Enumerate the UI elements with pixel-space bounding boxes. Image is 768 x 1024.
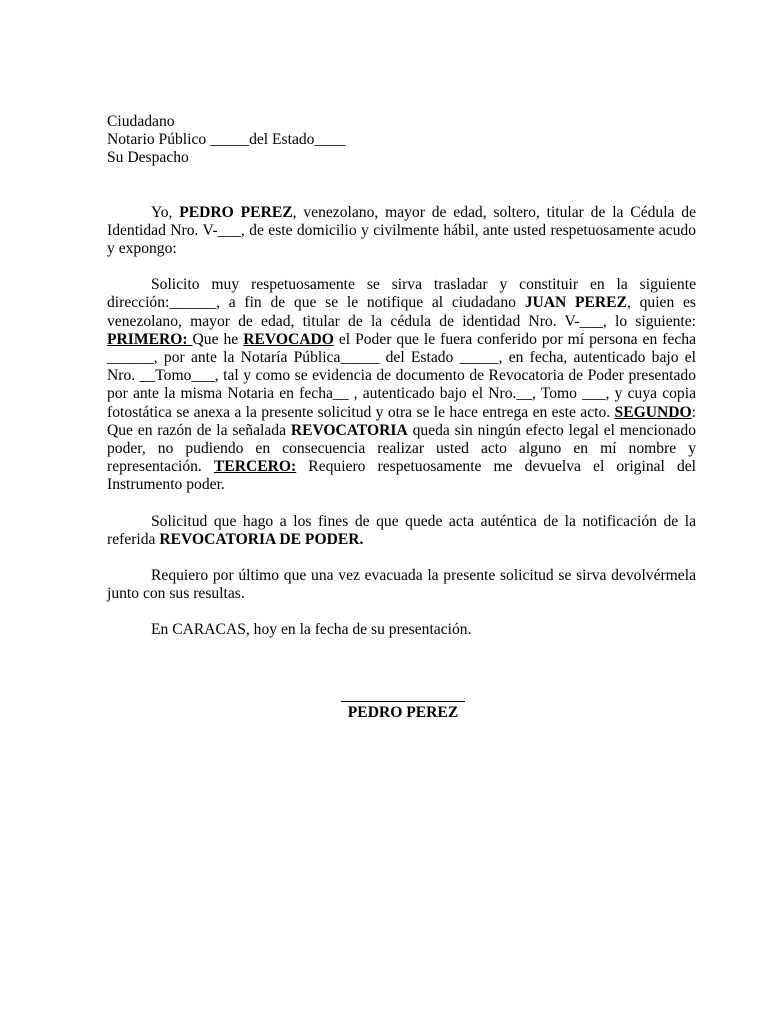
request-text-b: , quien es venezolano, mayor de edad, titular de la cédula de identidad Nro. V-___, lo siguiente: — [107, 294, 696, 330]
request-text-d: el Poder que le fuera conferido por mí persona en fecha ______, por ante la Notaría Pública_____ del Estado _____, en fecha, autenticado bajo el Nro. __Tomo___, tal y como se evidencia de documento de Revocatoria de Poder presentado por ante la misma Notaria en fecha__ , autenticado bajo el Nro.__, Tomo ___, y cuya copia fotostática se anexa a la presente solicitud y otra se le hace entrega en este acto. — [107, 330, 696, 421]
addressee-line-1: Ciudadano — [107, 113, 175, 130]
signature-block — [341, 683, 465, 722]
signer-name: PEDRO PEREZ — [347, 704, 459, 721]
spacer — [107, 495, 696, 513]
addressee-line-2: Notario Público _____del Estado____ — [107, 131, 346, 149]
intro-text-a: Yo, — [151, 203, 180, 221]
revocatoria-de-poder-label: REVOCATORIA DE PODER. — [159, 530, 364, 548]
document-body — [107, 113, 696, 640]
signature-line — [341, 683, 465, 702]
purpose-text: Solicitud que hago a los fines de que quede acta auténtica de la notificación de la referida — [107, 512, 696, 548]
revocatoria-label: REVOCATORIA — [290, 421, 408, 439]
request-text-a: Solicito muy respetuosamente se sirva trasladar y constituir en la siguiente dirección:______, a fin de que se le notifique al ciudadano — [107, 276, 696, 312]
request-text-e: : Que en razón de la señalada — [107, 403, 696, 439]
spacer — [107, 258, 696, 276]
request-text-c: Que he — [192, 330, 244, 348]
primero-label: PRIMERO: — [107, 330, 193, 348]
recipient-name: JUAN PEREZ — [524, 294, 627, 312]
request-text-g: Requiero respetuosamente me devuelva el original del Instrumento poder. — [107, 458, 696, 494]
paragraph-introduction — [107, 204, 696, 259]
paragraph-place-date: En CARACAS, hoy en la fecha de su presentación. — [151, 621, 472, 639]
spacer — [107, 168, 696, 204]
paragraph-request — [107, 276, 696, 494]
paragraph-purpose — [107, 513, 696, 549]
revocado-label: REVOCADO — [243, 330, 334, 348]
tercero-label: TERCERO: — [213, 458, 297, 476]
segundo-label: SEGUNDO — [614, 403, 692, 421]
spacer — [107, 603, 696, 621]
applicant-name: PEDRO PEREZ — [179, 203, 293, 221]
spacer — [107, 549, 696, 567]
paragraph-return-request: Requiero por último que una vez evacuada la presente solicitud se sirva devolvérmela junto con sus resultas. — [107, 567, 696, 603]
intro-text-b: , venezolano, mayor de edad, soltero, titular de la Cédula de Identidad Nro. V-___, de este domicilio y civilmente hábil, ante usted respetuosamente acudo y expongo: — [107, 203, 697, 258]
addressee-line-3: Su Despacho — [107, 149, 189, 167]
request-text-f: queda sin ningún efecto legal el mencionado poder, no pudiendo en consecuencia realizar usted acto alguno en mí nombre y representación. — [107, 421, 696, 476]
